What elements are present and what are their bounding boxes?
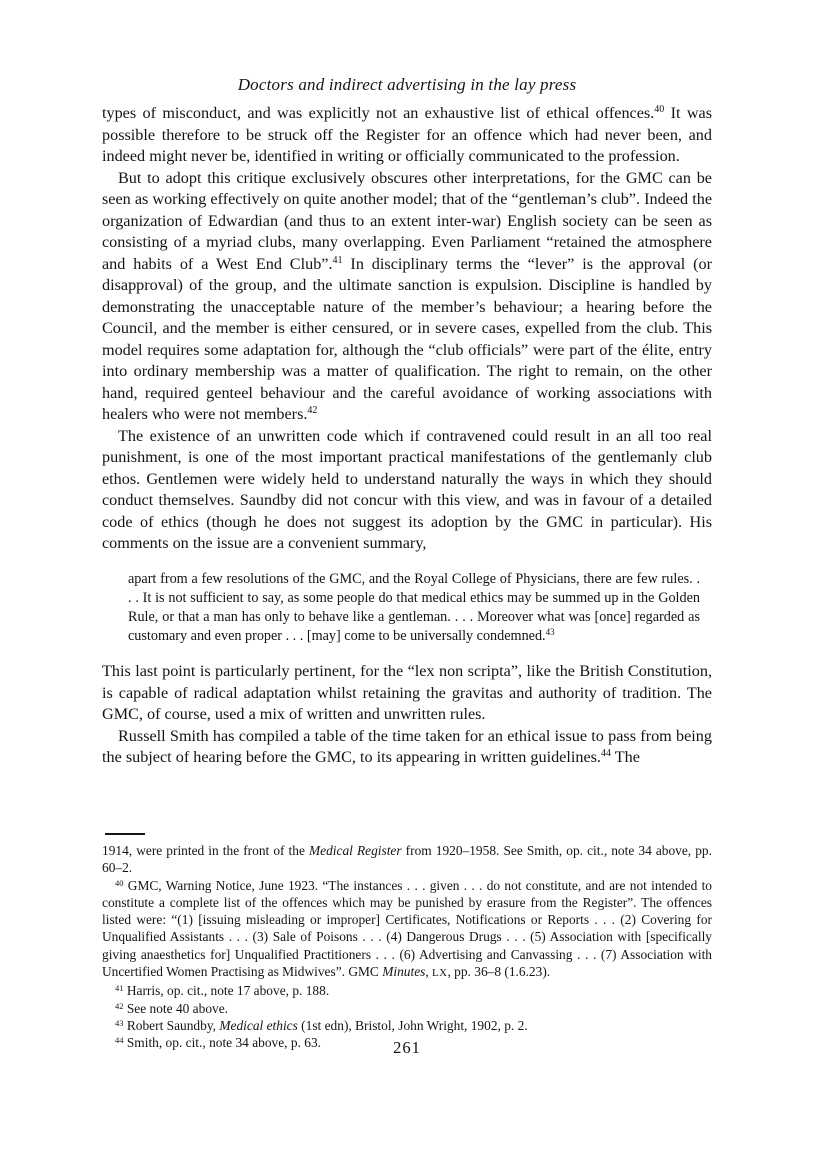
footnote-ref: 40: [654, 104, 665, 115]
paragraph-3: The existence of an unwritten code which if contravened could result in an all too real punishment, is one of the most important practical manifestations of the gentlemanly club ethos. Gentlemen were widely held to understand naturally the ways in which they should conduct themselves. Saundby did not concur with this view, and was in favour of a detailed code of ethics (though he does not suggest its adoption by the GMC in particular). His comments on the issue are a convenient summary,: [102, 426, 712, 552]
footnote-marker: 44: [115, 1035, 124, 1046]
body-text: [102, 103, 712, 769]
italic-text: Medical Register: [309, 843, 402, 858]
footnote-40: $^{40}$ GMC, Warning Notice, June 1923. “The instances . . . given . . . do not constitute, and are not intended to constitute a complete list of the offences which may be punished by erasure from the Register”. The offences listed were: “(1) [issuing misleading or improper] Certificates, Notifications or Reports . . . (2) Covering for Unqualified Assistants . . . (3) Sale of Poisons . . . (4) Dangerous Drugs . . . (5) Association with [specifically giving anaesthetics for] Unqualified Practitioners . . . (6) Advertising and Canvassing . . . (7) Association with Uncertified Women Practising as Midwives”. GMC Minutes, LX, pp. 36–8 (1.6.23).: [102, 877, 712, 980]
page-number: 261: [393, 1038, 421, 1057]
paragraph-6: Russell Smith has compiled a table of the time taken for an ethical issue to pass from being the subject of hearing before the GMC, to its appearing in written guidelines.$^{44}$ The: [102, 726, 712, 767]
footnote-marker: 43: [115, 1017, 124, 1028]
paragraph-1: types of misconduct, and was explicitly not an exhaustive list of ethical offences.$^{40}$ It was possible therefore to be struck off the Register for an offence which had never been, and indeed might never be, identified in writing or officially communicated to the profession.: [102, 104, 713, 165]
footnotes: [102, 842, 712, 1052]
footnote-continuation: 1914, were printed in the front of the Medical Register from 1920–1958. See Smith, op. cit., note 34 above, pp. 60–2.: [102, 843, 712, 876]
italic-text: Medical ethics: [219, 1017, 298, 1033]
footnote-43: $^{43}$ Robert Saundby, Medical ethics (1st edn), Bristol, John Wright, 1902, p. 2.: [115, 1017, 528, 1033]
footnote-area: [102, 833, 712, 1052]
footnote-ref: 43: [545, 627, 555, 638]
footnote-ref: 44: [600, 748, 611, 760]
footnote-ref: 42: [307, 405, 318, 416]
footnote-separator: [105, 833, 145, 835]
running-head: Doctors and indirect advertising in the lay press: [237, 75, 577, 94]
footnote-marker: 42: [115, 1000, 124, 1011]
block-quote: apart from a few resolutions of the GMC, and the Royal College of Physicians, there are few rules. . . . It is not sufficient to say, as some people do that medical ethics may be summed up in the Golden Rule, or that a man has only to behave like a gentleman. . . . Moreover what was [once] regarded as customary and even proper . . . [may] come to be universally condemned.$^{43}$: [128, 570, 700, 645]
italic-text: Minutes: [382, 964, 426, 980]
footnote-44: $^{44}$ Smith, op. cit., note 34 above, p. 63.: [115, 1035, 322, 1051]
paragraph-2: But to adopt this critique exclusively obscures other interpretations, for the GMC can be seen as working effectively on quite another model; that of the “gentleman’s club”. Indeed the organization of Edwardian (and thus to an extent inter-war) English society can be seen as consisting of a myriad clubs, many overlapping. Even Parliament “retained the atmosphere and habits of a West End Club”.$^{41}$ In disciplinary terms the “lever” is the approval (or disapproval) of the group, and the ultimate sanction is expulsion. Discipline is handled by demonstrating the unacceptable nature of the member’s behaviour; a hearing before the Council, and the member is either censured, or in severe cases, expelled from the club. This model requires some adaptation for, although the “club officials” were part of the élite, entry into ordinary membership was a matter of qualification. The right to remain, on the other hand, required genteel behaviour and the careful avoidance of working associations with healers who were not members.$^{42}$: [102, 168, 713, 423]
small-caps-text: LX: [432, 967, 448, 980]
footnote-41: $^{41}$ Harris, op. cit., note 17 above, p. 188.: [115, 983, 330, 999]
footnote-marker: 40: [115, 877, 124, 888]
paragraph-5: This last point is particularly pertinent, for the “lex non scripta”, like the British Constitution, is capable of radical adaptation whilst retaining the gravitas and authority of tradition. The GMC, of course, used a mix of written and unwritten rules.: [102, 662, 712, 724]
footnote-marker: 41: [115, 983, 124, 994]
footnote-ref: 41: [332, 254, 343, 266]
footnote-42: $^{42}$ See note 40 above.: [115, 1000, 229, 1016]
